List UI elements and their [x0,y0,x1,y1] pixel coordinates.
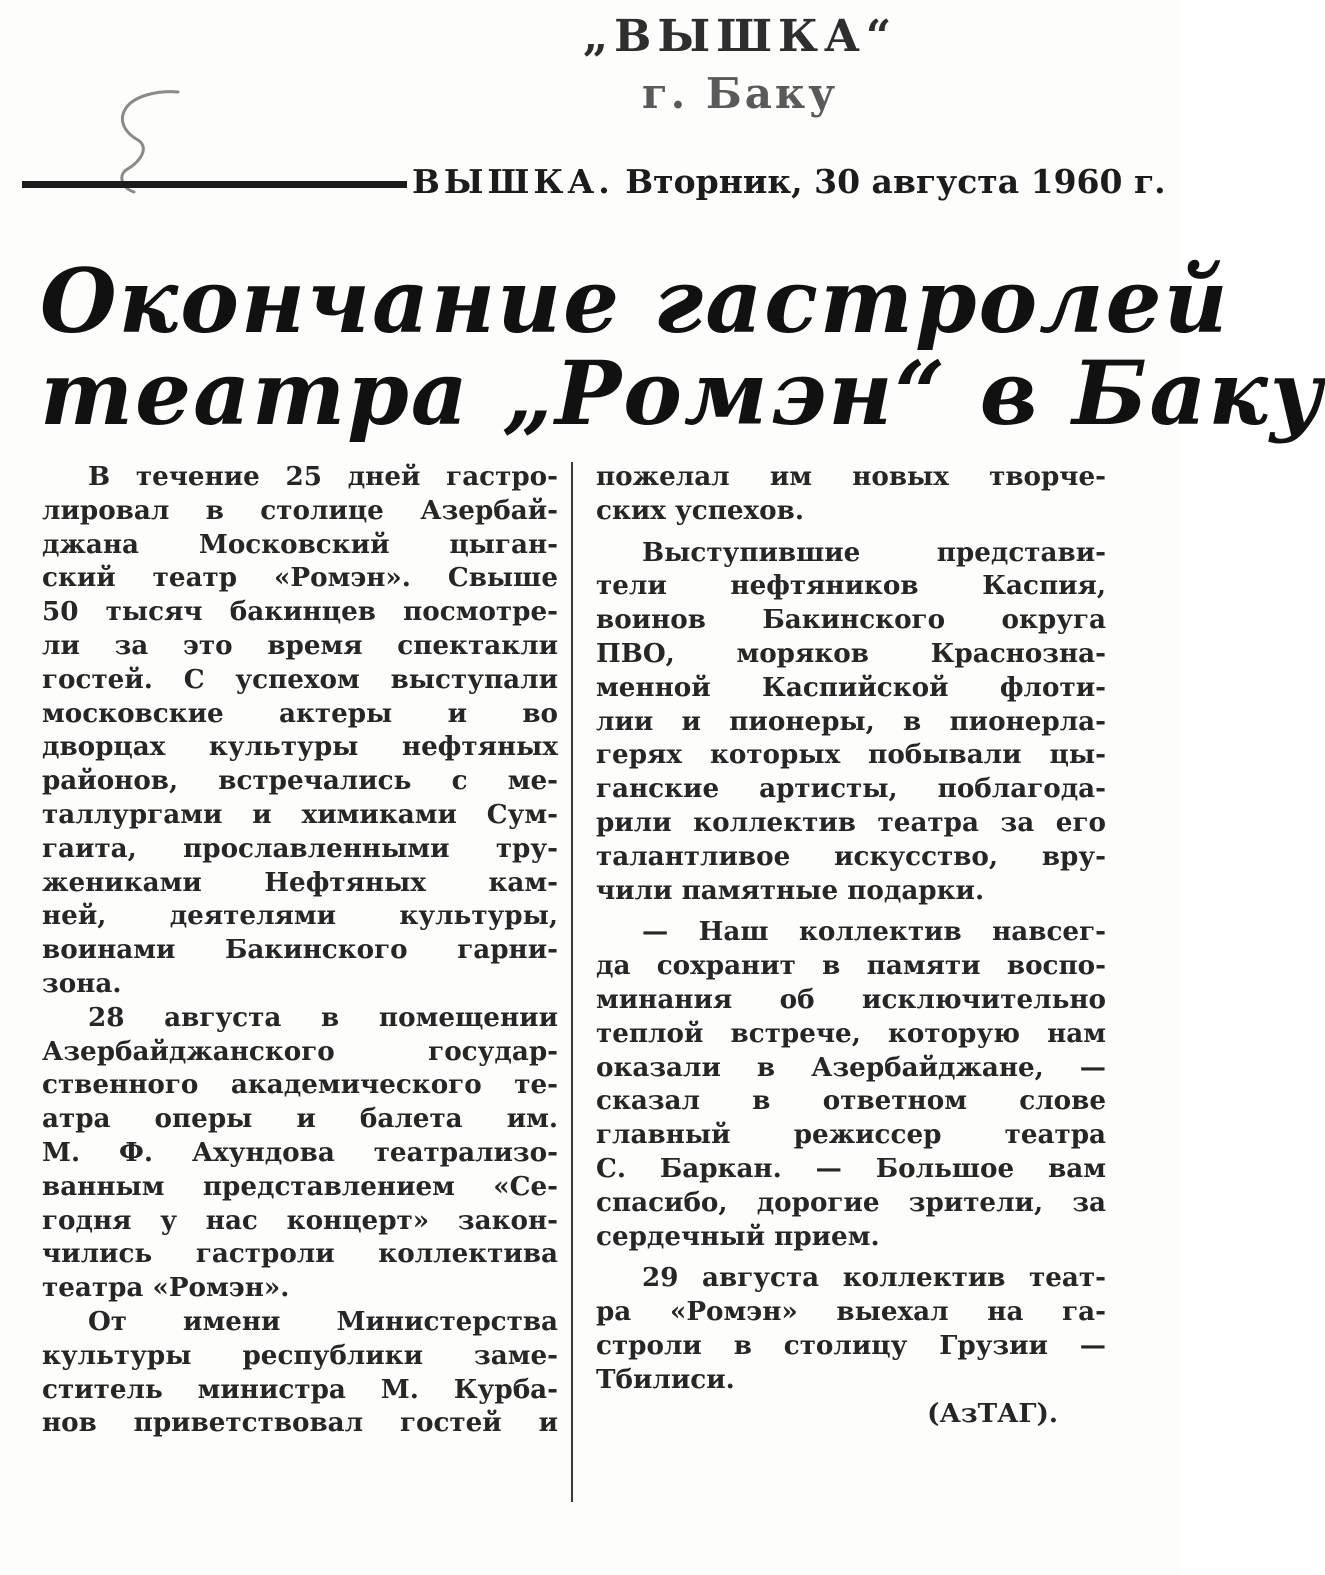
text-line: нов приветствовал гостей и [42,1407,558,1439]
text-line: ванным представлением «Се- [42,1170,558,1202]
text-line: оказали в Азербайджане, — [596,1051,1106,1083]
text-line: годня у нас концерт» закон- [42,1204,558,1236]
text-line: 29 августа коллектив теат- [642,1262,1106,1294]
text-line: лии и пионеры, в пионерла- [596,705,1106,737]
dateline-paper-name: ВЫШКА. [412,162,614,201]
headline-line-1: Окончание гастролей [40,249,1230,353]
text-line: талантливое искусство, вру- [596,840,1106,872]
text-line: ПВО, моряков Краснозна- [596,637,1106,669]
text-line: да сохранит в памяти воспо- [596,950,1106,982]
text-line: М. Ф. Ахундова театрализо- [42,1136,558,1168]
text-line: Тбилиси. [596,1363,735,1395]
stamp-newspaper-name: „ВЫШКА“ [582,11,898,62]
text-line: лировал в столице Азербай- [42,494,558,526]
article-headline [40,249,1325,445]
text-line: герях которых побывали цы- [596,739,1106,771]
text-line: 28 августа в помещении [88,1001,558,1033]
text-line: пожелал им новых творче- [596,461,1106,492]
text-line: менной Каспийской флоти- [596,671,1106,703]
text-line: сказал в ответном слове [596,1085,1106,1117]
text-line: гаита, прославленными тру- [42,832,558,864]
text-line: ститель министра М. Курба- [42,1373,558,1405]
text-line: театра «Ромэн». [42,1272,290,1304]
text-line: московские актеры и во [42,697,558,729]
article-column-left [42,460,558,1440]
text-line: 50 тысяч бакинцев посмотре- [42,596,558,628]
text-line: ра «Ромэн» выехал на га- [596,1296,1106,1328]
stamp-city: г. Баку [641,69,839,118]
article-column-right [596,460,1106,1430]
text-line: воинов Бакинского округа [596,604,1106,636]
text-line: главный режиссер театра [596,1119,1106,1151]
text-line: дворцах культуры нефтяных [42,731,558,763]
text-line: ственного академического те- [42,1069,558,1101]
text-line: жениками Нефтяных кам- [42,866,558,898]
article-source-credit: (АзТАГ). [927,1397,1058,1429]
text-line: районов, встречались с ме- [42,765,558,797]
text-line: ли за это время спектакли [42,629,558,661]
text-line: ней, деятелями культуры, [42,900,558,932]
column-divider [571,462,573,1502]
text-line: чили памятные подарки. [596,874,985,906]
archive-stamp [570,8,910,122]
text-line: ских успехов. [596,494,804,526]
text-line: гостей. С успехом выступали [42,663,558,695]
text-line: воинами Бакинского гарни- [42,934,558,966]
text-line: культуры республики заме- [42,1339,558,1371]
text-line: С. Баркан. — Большое вам [596,1152,1106,1184]
dateline-date: Вторник, 30 августа 1960 г. [625,162,1166,201]
text-line: Азербайджанского государ- [42,1035,558,1067]
text-line: атра оперы и балета им. [42,1103,558,1135]
text-line: строли в столицу Грузии — [596,1329,1106,1361]
text-line: чились гастроли коллектива [42,1238,558,1270]
text-line: ганские артисты, поблагода- [596,773,1106,805]
text-line: тели нефтяников Каспия, [596,570,1106,602]
text-line: — Наш коллектив навсег- [642,916,1106,948]
text-line: таллургами и химиками Сум- [42,798,558,830]
text-line: рили коллектив театра за его [596,806,1106,838]
dateline-rule [22,181,407,188]
text-line: джана Московский цыган- [42,528,558,560]
headline-line-2: театра „Ромэн“ в Баку [40,341,1325,445]
dateline [412,160,1166,204]
text-line: От имени Министерства [88,1305,558,1337]
text-line: ский театр «Ромэн». Свыше [42,562,558,594]
text-line: минания об исключительно [596,983,1106,1015]
text-line: В течение 25 дней гастро- [88,461,558,492]
text-line: спасибо, дорогие зрители, за [596,1186,1106,1218]
text-line: зона. [42,967,122,999]
text-line: Выступившие представи- [642,536,1106,568]
text-line: сердечный прием. [596,1220,880,1252]
text-line: теплой встрече, которую нам [596,1017,1106,1049]
